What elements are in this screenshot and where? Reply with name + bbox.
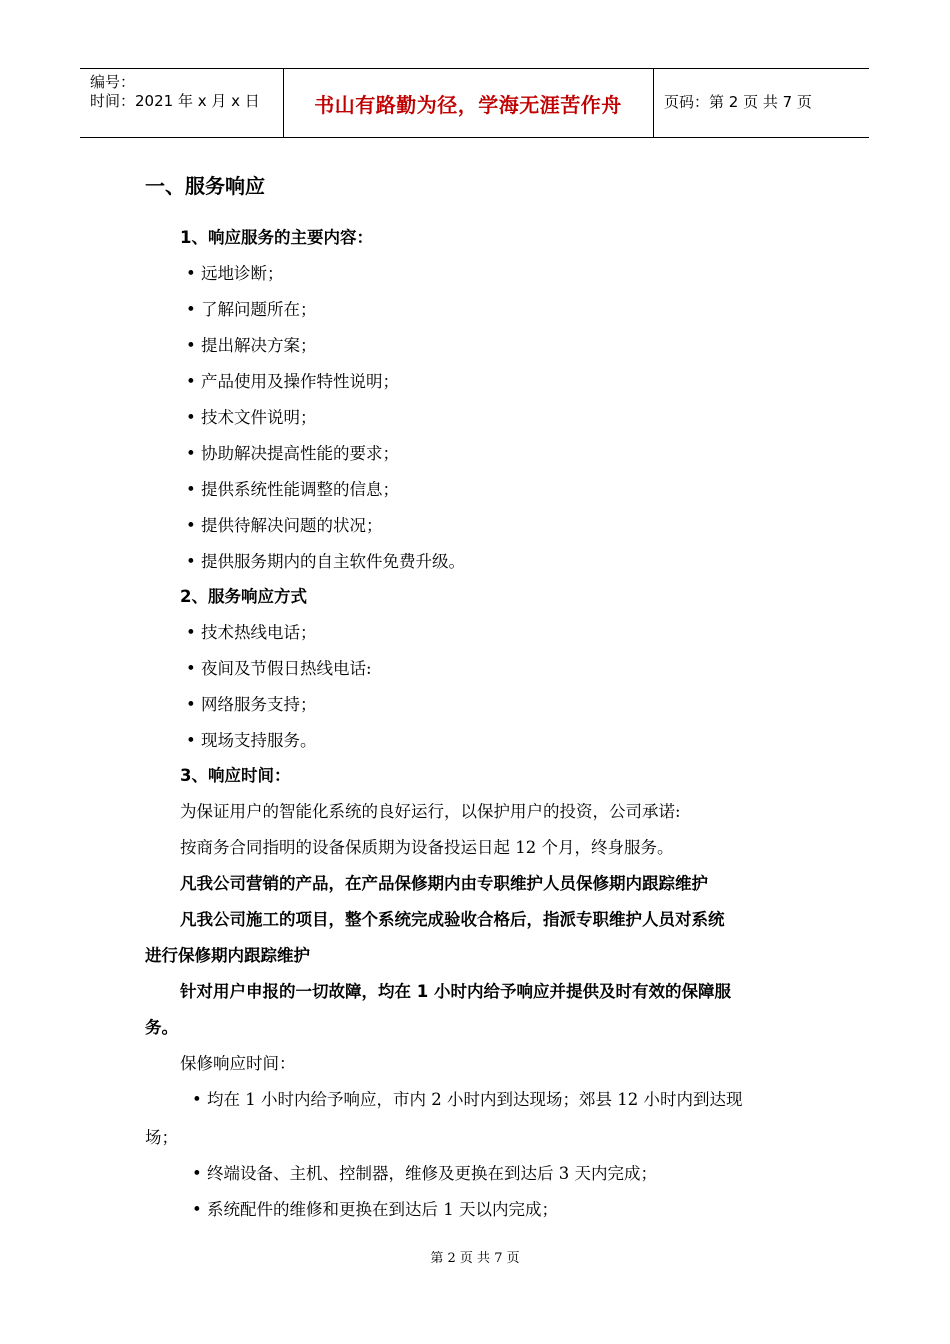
list-item: • 了解问题所在； bbox=[186, 300, 317, 319]
bold-paragraph: 务。 bbox=[145, 1018, 178, 1037]
bold-paragraph: 凡我公司营销的产品，在产品保修期内由专职维护人员保修期内跟踪维护 bbox=[180, 874, 708, 893]
header-number: 编号： bbox=[90, 73, 136, 91]
header-table bbox=[80, 68, 869, 138]
header-meta bbox=[90, 73, 260, 111]
list-item: • 远地诊断； bbox=[186, 264, 284, 283]
list-item: • 现场支持服务。 bbox=[186, 731, 317, 750]
bold-paragraph: 进行保修期内跟踪维护 bbox=[145, 946, 310, 965]
list-item: • 提供服务期内的自主软件免费升级。 bbox=[186, 552, 465, 571]
subsection-title: 1、响应服务的主要内容： bbox=[180, 228, 373, 247]
page-footer: 第 2 页 共 7 页 bbox=[430, 1251, 520, 1266]
list-item: • 网络服务支持； bbox=[186, 695, 317, 714]
header-divider bbox=[653, 69, 654, 137]
list-item: • 技术文件说明； bbox=[186, 408, 317, 427]
header-time: 时间：2021 年 x 月 x 日 bbox=[90, 92, 260, 110]
list-item: 场； bbox=[145, 1128, 178, 1147]
list-item: • 终端设备、主机、控制器，维修及更换在到达后 3 天内完成； bbox=[192, 1164, 657, 1183]
bold-paragraph: 针对用户申报的一切故障，均在 1 小时内给予响应并提供及时有效的保障服 bbox=[180, 982, 731, 1001]
paragraph: 为保证用户的智能化系统的良好运行，以保护用户的投资，公司承诺: bbox=[180, 802, 681, 821]
header-page-number: 页码：第 2 页 共 7 页 bbox=[664, 93, 812, 111]
header-slogan: 书山有路勤为径，学海无涯苦作舟 bbox=[314, 92, 622, 117]
list-item: • 提供待解决问题的状况； bbox=[186, 516, 383, 535]
list-item: • 均在 1 小时内给予响应，市内 2 小时内到达现场；郊县 12 小时内到达现 bbox=[192, 1090, 743, 1109]
list-item: • 协助解决提高性能的要求； bbox=[186, 444, 399, 463]
paragraph: 按商务合同指明的设备保质期为设备投运日起 12 个月，终身服务。 bbox=[180, 838, 674, 857]
list-item: • 技术热线电话； bbox=[186, 623, 317, 642]
list-item: • 提出解决方案； bbox=[186, 336, 317, 355]
subsection-title: 3、响应时间： bbox=[180, 766, 291, 785]
paragraph: 保修响应时间： bbox=[180, 1054, 296, 1073]
list-item: • 产品使用及操作特性说明； bbox=[186, 372, 399, 391]
subsection-title: 2、服务响应方式 bbox=[180, 587, 307, 606]
section-title: 一、服务响应 bbox=[145, 174, 265, 198]
list-item: • 提供系统性能调整的信息； bbox=[186, 480, 399, 499]
bold-paragraph: 凡我公司施工的项目，整个系统完成验收合格后，指派专职维护人员对系统 bbox=[180, 910, 725, 929]
list-item: • 夜间及节假日热线电话: bbox=[186, 659, 372, 678]
list-item: • 系统配件的维修和更换在到达后 1 天以内完成； bbox=[192, 1200, 558, 1219]
